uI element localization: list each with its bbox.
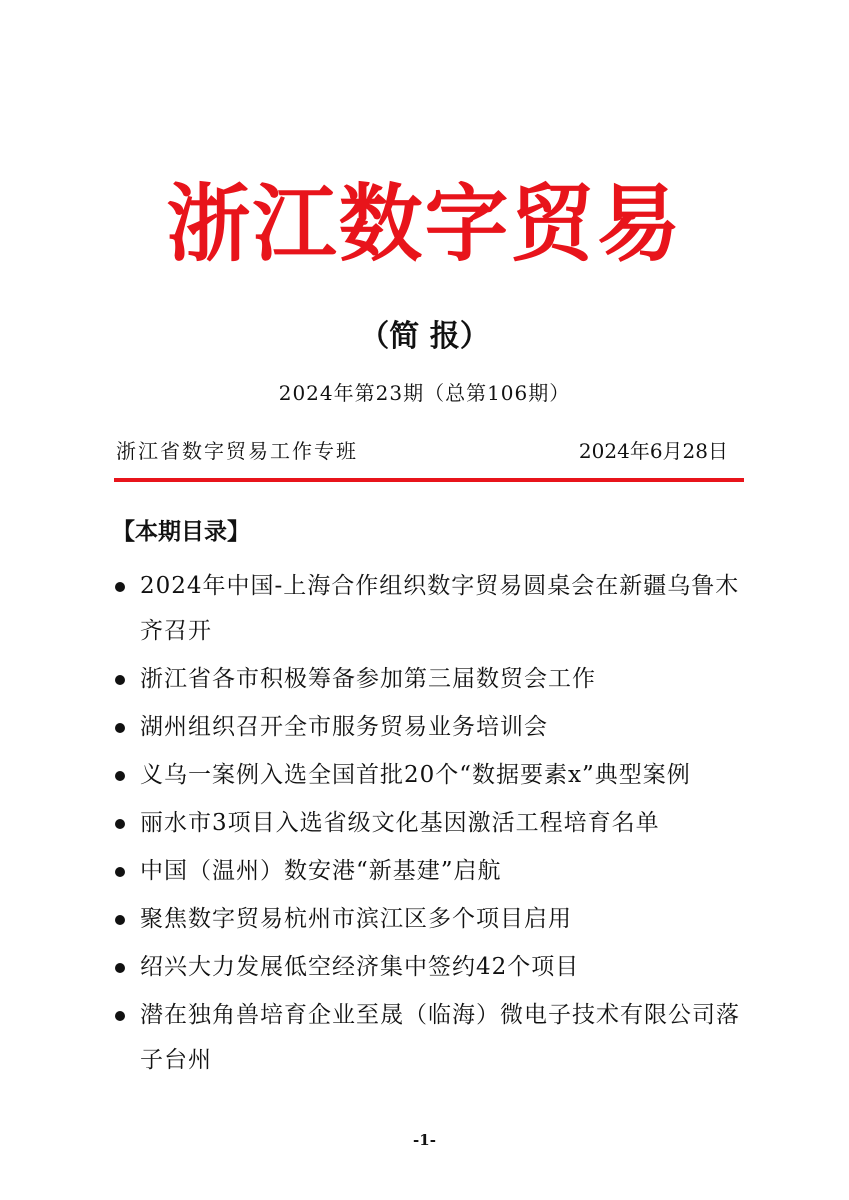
bullet-icon xyxy=(115,582,125,592)
toc-item xyxy=(112,564,752,654)
toc-item-text: 2024年中国-上海合作组织数字贸易圆桌会在新疆乌鲁木齐召开 xyxy=(140,573,740,644)
toc-item xyxy=(112,993,752,1083)
toc-item-text: 义乌一案例入选全国首批20个“数据要素x”典型案例 xyxy=(140,762,691,788)
red-divider xyxy=(114,478,744,482)
toc-item xyxy=(112,897,752,942)
toc-item xyxy=(112,705,752,750)
toc-item xyxy=(112,753,752,798)
toc-item xyxy=(112,657,752,702)
bullet-icon xyxy=(115,963,125,973)
issuing-organization: 浙江省数字贸易工作专班 xyxy=(116,439,358,463)
bullet-icon xyxy=(115,1011,125,1021)
toc-item-text: 中国（温州）数安港“新基建”启航 xyxy=(140,858,502,884)
toc-list xyxy=(112,564,752,1086)
bullet-icon xyxy=(115,819,125,829)
toc-item xyxy=(112,849,752,894)
bullet-icon xyxy=(115,867,125,877)
toc-item xyxy=(112,801,752,846)
toc-item-text: 潜在独角兽培育企业至晟（临海）微电子技术有限公司落子台州 xyxy=(140,1002,740,1073)
page-number: -1- xyxy=(413,1131,436,1149)
bullet-icon xyxy=(115,771,125,781)
issue-number: 2024年第23期（总第106期） xyxy=(278,381,571,405)
bulletin-subtitle: （简 报） xyxy=(359,319,490,354)
toc-item-text: 聚焦数字贸易杭州市滨江区多个项目启用 xyxy=(140,906,572,932)
issue-date: 2024年6月28日 xyxy=(578,439,728,463)
toc-item-text: 绍兴大力发展低空经济集中签约42个项目 xyxy=(140,954,580,980)
masthead-title: 浙江数字贸易 xyxy=(166,174,683,273)
toc-item-text: 湖州组织召开全市服务贸易业务培训会 xyxy=(140,714,548,740)
toc-item-text: 丽水市3项目入选省级文化基因激活工程培育名单 xyxy=(140,810,660,836)
toc-item xyxy=(112,945,752,990)
bullet-icon xyxy=(115,675,125,685)
bullet-icon xyxy=(115,723,125,733)
toc-item-text: 浙江省各市积极筹备参加第三届数贸会工作 xyxy=(140,666,596,692)
bullet-icon xyxy=(115,915,125,925)
toc-heading: 【本期目录】 xyxy=(112,519,250,545)
